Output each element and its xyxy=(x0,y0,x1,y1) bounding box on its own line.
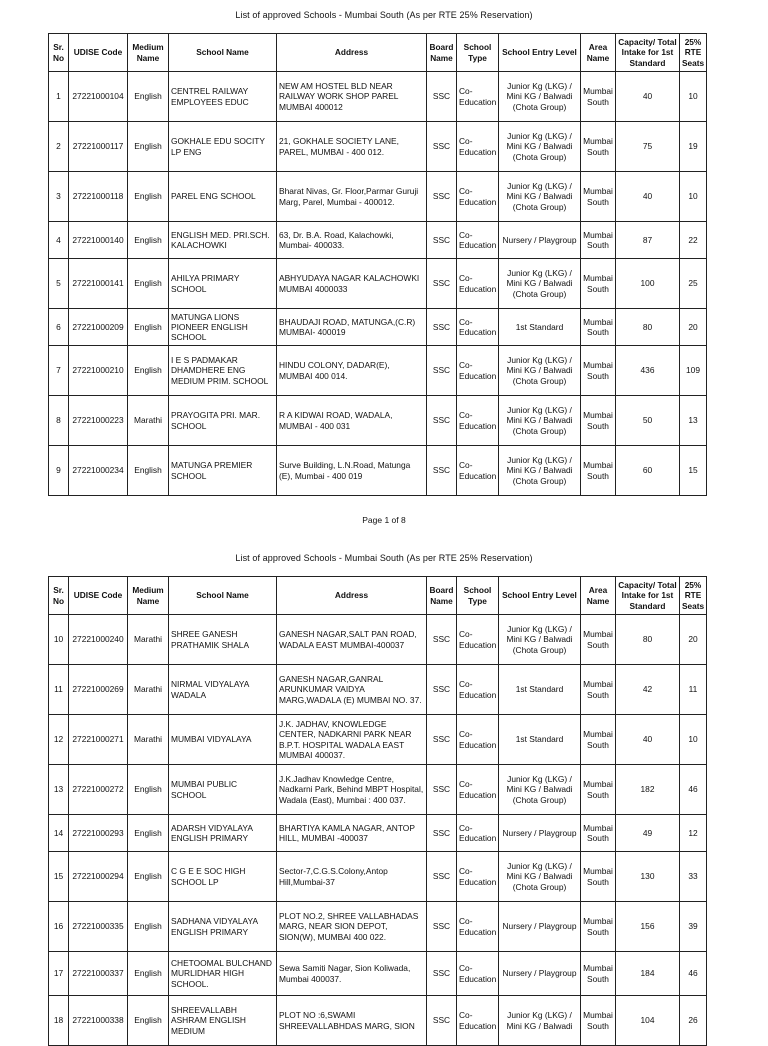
cell-school-type: Co-Education xyxy=(457,902,499,952)
cell-medium: English xyxy=(128,222,169,259)
cell-capacity: 80 xyxy=(616,615,680,665)
cell-address: 63, Dr. B.A. Road, Kalachowki, Mumbai- 400033. xyxy=(277,222,427,259)
table-row xyxy=(49,446,707,496)
cell-address: Surve Building, L.N.Road, Matunga (E), Mumbai - 400 019 xyxy=(277,446,427,496)
cell-udise: 27221000141 xyxy=(69,259,128,309)
cell-school-name: SADHANA VIDYALAYA ENGLISH PRIMARY xyxy=(169,902,277,952)
cell-board: SSC xyxy=(427,222,457,259)
cell-board: SSC xyxy=(427,346,457,396)
cell-address: Sewa Samiti Nagar, Sion Koliwada, Mumbai 400037. xyxy=(277,952,427,996)
table-row xyxy=(49,172,707,222)
cell-board: SSC xyxy=(427,259,457,309)
cell-udise: 27221000271 xyxy=(69,715,128,765)
cell-rte-seats: 19 xyxy=(680,122,707,172)
cell-school-type: Co-Education xyxy=(457,765,499,815)
cell-entry-level: 1st Standard xyxy=(499,309,581,346)
cell-school-name: MUMBAI VIDYALAYA xyxy=(169,715,277,765)
cell-medium: English xyxy=(128,122,169,172)
cell-rte-seats: 11 xyxy=(680,665,707,715)
cell-medium: English xyxy=(128,765,169,815)
cell-board: SSC xyxy=(427,446,457,496)
cell-area: Mumbai South xyxy=(581,852,616,902)
cell-area: Mumbai South xyxy=(581,902,616,952)
cell-rte-seats: 10 xyxy=(680,172,707,222)
col-header-entry-level: School Entry Level xyxy=(499,34,581,72)
cell-area: Mumbai South xyxy=(581,259,616,309)
cell-sr: 3 xyxy=(49,172,69,222)
table-row xyxy=(49,615,707,665)
cell-medium: English xyxy=(128,852,169,902)
cell-capacity: 60 xyxy=(616,446,680,496)
cell-sr: 17 xyxy=(49,952,69,996)
cell-rte-seats: 26 xyxy=(680,996,707,1046)
cell-address: HINDU COLONY, DADAR(E), MUMBAI 400 014. xyxy=(277,346,427,396)
cell-entry-level: Junior Kg (LKG) / Mini KG / Balwadi (Chota Group) xyxy=(499,172,581,222)
cell-capacity: 49 xyxy=(616,815,680,852)
cell-area: Mumbai South xyxy=(581,72,616,122)
table-row xyxy=(49,309,707,346)
cell-entry-level: Nursery / Playgroup xyxy=(499,815,581,852)
cell-medium: English xyxy=(128,815,169,852)
cell-medium: English xyxy=(128,172,169,222)
cell-entry-level: Junior Kg (LKG) / Mini KG / Balwadi (Chota Group) xyxy=(499,396,581,446)
table-row xyxy=(49,952,707,996)
cell-rte-seats: 22 xyxy=(680,222,707,259)
cell-address: BHAUDAJI ROAD, MATUNGA,(C.R) MUMBAI- 400019 xyxy=(277,309,427,346)
cell-udise: 27221000269 xyxy=(69,665,128,715)
cell-school-type: Co-Education xyxy=(457,72,499,122)
cell-sr: 5 xyxy=(49,259,69,309)
cell-entry-level: 1st Standard xyxy=(499,665,581,715)
col-header-school-type: School Type xyxy=(457,34,499,72)
cell-school-name: CHETOOMAL BULCHAND MURLIDHAR HIGH SCHOOL. xyxy=(169,952,277,996)
cell-entry-level: Nursery / Playgroup xyxy=(499,222,581,259)
cell-school-name: ENGLISH MED. PRI.SCH. KALACHOWKI xyxy=(169,222,277,259)
cell-school-name: ADARSH VIDYALAYA ENGLISH PRIMARY xyxy=(169,815,277,852)
cell-area: Mumbai South xyxy=(581,765,616,815)
cell-board: SSC xyxy=(427,715,457,765)
cell-capacity: 156 xyxy=(616,902,680,952)
table-row xyxy=(49,122,707,172)
cell-capacity: 80 xyxy=(616,309,680,346)
table-row xyxy=(49,665,707,715)
cell-school-name: AHILYA PRIMARY SCHOOL xyxy=(169,259,277,309)
cell-medium: English xyxy=(128,902,169,952)
cell-school-type: Co-Education xyxy=(457,715,499,765)
cell-capacity: 50 xyxy=(616,396,680,446)
cell-medium: Marathi xyxy=(128,715,169,765)
cell-school-type: Co-Education xyxy=(457,172,499,222)
col-header-rte-seats: 25% RTE Seats xyxy=(680,577,707,615)
cell-udise: 27221000234 xyxy=(69,446,128,496)
cell-capacity: 87 xyxy=(616,222,680,259)
cell-school-name: PRAYOGITA PRI. MAR. SCHOOL xyxy=(169,396,277,446)
cell-school-type: Co-Education xyxy=(457,996,499,1046)
cell-area: Mumbai South xyxy=(581,665,616,715)
cell-school-name: MUMBAI PUBLIC SCHOOL xyxy=(169,765,277,815)
cell-udise: 27221000104 xyxy=(69,72,128,122)
cell-sr: 16 xyxy=(49,902,69,952)
col-header-capacity: Capacity/ Total Intake for 1st Standard xyxy=(616,34,680,72)
cell-rte-seats: 39 xyxy=(680,902,707,952)
cell-udise: 27221000210 xyxy=(69,346,128,396)
cell-udise: 27221000272 xyxy=(69,765,128,815)
cell-address: J.K.Jadhav Knowledge Centre, Nadkarni Park, Behind MBPT Hospital, Wadala (East), Mumbai : 400 037. xyxy=(277,765,427,815)
cell-medium: Marathi xyxy=(128,396,169,446)
cell-sr: 8 xyxy=(49,396,69,446)
cell-capacity: 104 xyxy=(616,996,680,1046)
col-header-board: Board Name xyxy=(427,577,457,615)
cell-medium: English xyxy=(128,346,169,396)
table-row xyxy=(49,765,707,815)
col-header-address: Address xyxy=(277,34,427,72)
cell-sr: 6 xyxy=(49,309,69,346)
cell-udise: 27221000140 xyxy=(69,222,128,259)
cell-sr: 9 xyxy=(49,446,69,496)
cell-area: Mumbai South xyxy=(581,222,616,259)
cell-entry-level: Nursery / Playgroup xyxy=(499,952,581,996)
schools-table xyxy=(48,576,707,1046)
table-row xyxy=(49,72,707,122)
col-header-address: Address xyxy=(277,577,427,615)
table-header-row xyxy=(49,577,707,615)
cell-area: Mumbai South xyxy=(581,172,616,222)
col-header-school-type: School Type xyxy=(457,577,499,615)
cell-school-name: PAREL ENG SCHOOL xyxy=(169,172,277,222)
col-header-area: Area Name xyxy=(581,34,616,72)
col-header-capacity: Capacity/ Total Intake for 1st Standard xyxy=(616,577,680,615)
cell-capacity: 100 xyxy=(616,259,680,309)
cell-entry-level: Junior Kg (LKG) / Mini KG / Balwadi (Chota Group) xyxy=(499,615,581,665)
cell-board: SSC xyxy=(427,396,457,446)
cell-capacity: 40 xyxy=(616,72,680,122)
cell-school-type: Co-Education xyxy=(457,815,499,852)
col-header-medium: Medium Name xyxy=(128,577,169,615)
cell-udise: 27221000294 xyxy=(69,852,128,902)
cell-rte-seats: 20 xyxy=(680,615,707,665)
cell-entry-level: Junior Kg (LKG) / Mini KG / Balwadi (Chota Group) xyxy=(499,446,581,496)
cell-area: Mumbai South xyxy=(581,615,616,665)
page-title: List of approved Schools - Mumbai South (As per RTE 25% Reservation) xyxy=(235,553,533,563)
page-title: List of approved Schools - Mumbai South (As per RTE 25% Reservation) xyxy=(235,10,533,20)
cell-rte-seats: 25 xyxy=(680,259,707,309)
cell-udise: 27221000223 xyxy=(69,396,128,446)
cell-udise: 27221000240 xyxy=(69,615,128,665)
cell-medium: English xyxy=(128,72,169,122)
cell-sr: 4 xyxy=(49,222,69,259)
cell-school-type: Co-Education xyxy=(457,952,499,996)
table-row xyxy=(49,815,707,852)
col-header-school-name: School Name xyxy=(169,34,277,72)
cell-area: Mumbai South xyxy=(581,446,616,496)
cell-medium: Marathi xyxy=(128,665,169,715)
col-header-udise: UDISE Code xyxy=(69,577,128,615)
cell-entry-level: Junior Kg (LKG) / Mini KG / Balwadi (Chota Group) xyxy=(499,852,581,902)
cell-board: SSC xyxy=(427,665,457,715)
cell-medium: Marathi xyxy=(128,615,169,665)
cell-rte-seats: 109 xyxy=(680,346,707,396)
table-row xyxy=(49,852,707,902)
cell-school-type: Co-Education xyxy=(457,852,499,902)
cell-school-type: Co-Education xyxy=(457,122,499,172)
cell-capacity: 436 xyxy=(616,346,680,396)
cell-school-type: Co-Education xyxy=(457,665,499,715)
cell-sr: 11 xyxy=(49,665,69,715)
cell-school-type: Co-Education xyxy=(457,396,499,446)
col-header-udise: UDISE Code xyxy=(69,34,128,72)
cell-board: SSC xyxy=(427,852,457,902)
schools-table xyxy=(48,33,707,496)
cell-school-type: Co-Education xyxy=(457,346,499,396)
cell-school-name: I E S PADMAKAR DHAMDHERE ENG MEDIUM PRIM. SCHOOL xyxy=(169,346,277,396)
cell-entry-level: Junior Kg (LKG) / Mini KG / Balwadi (Chota Group) xyxy=(499,122,581,172)
cell-address: GANESH NAGAR,SALT PAN ROAD, WADALA EAST MUMBAI-400037 xyxy=(277,615,427,665)
cell-rte-seats: 46 xyxy=(680,952,707,996)
cell-school-name: CENTREL RAILWAY EMPLOYEES EDUC xyxy=(169,72,277,122)
cell-sr: 14 xyxy=(49,815,69,852)
cell-school-name: NIRMAL VIDYALAYA WADALA xyxy=(169,665,277,715)
cell-school-name: SHREEVALLABH ASHRAM ENGLISH MEDIUM xyxy=(169,996,277,1046)
cell-area: Mumbai South xyxy=(581,346,616,396)
cell-udise: 27221000337 xyxy=(69,952,128,996)
col-header-entry-level: School Entry Level xyxy=(499,577,581,615)
cell-medium: English xyxy=(128,309,169,346)
cell-sr: 2 xyxy=(49,122,69,172)
cell-sr: 13 xyxy=(49,765,69,815)
table-row xyxy=(49,396,707,446)
cell-school-name: C G E E SOC HIGH SCHOOL LP xyxy=(169,852,277,902)
cell-udise: 27221000338 xyxy=(69,996,128,1046)
cell-school-name: SHREE GANESH PRATHAMIK SHALA xyxy=(169,615,277,665)
cell-board: SSC xyxy=(427,309,457,346)
cell-entry-level: Junior Kg (LKG) / Mini KG / Balwadi (Chota Group) xyxy=(499,72,581,122)
cell-board: SSC xyxy=(427,996,457,1046)
table-row xyxy=(49,996,707,1046)
cell-board: SSC xyxy=(427,815,457,852)
col-header-area: Area Name xyxy=(581,577,616,615)
cell-udise: 27221000335 xyxy=(69,902,128,952)
cell-school-type: Co-Education xyxy=(457,259,499,309)
cell-address: BHARTIYA KAMLA NAGAR, ANTOP HILL, MUMBAI -400037 xyxy=(277,815,427,852)
page-number: Page 1 of 8 xyxy=(362,515,406,525)
cell-school-name: MATUNGA LIONS PIONEER ENGLISH SCHOOL xyxy=(169,309,277,346)
cell-address: GANESH NAGAR,GANRAL ARUNKUMAR VAIDYA MARG,WADALA (E) MUMBAI NO. 37. xyxy=(277,665,427,715)
cell-rte-seats: 13 xyxy=(680,396,707,446)
cell-medium: English xyxy=(128,446,169,496)
cell-school-name: GOKHALE EDU SOCITY LP ENG xyxy=(169,122,277,172)
cell-board: SSC xyxy=(427,952,457,996)
cell-rte-seats: 15 xyxy=(680,446,707,496)
cell-capacity: 40 xyxy=(616,172,680,222)
cell-address: J.K. JADHAV, KNOWLEDGE CENTER, NADKARNI PARK NEAR B.P.T. HOSPITAL WADALA EAST MUMBAI 400037. xyxy=(277,715,427,765)
cell-rte-seats: 12 xyxy=(680,815,707,852)
cell-sr: 1 xyxy=(49,72,69,122)
cell-capacity: 184 xyxy=(616,952,680,996)
cell-board: SSC xyxy=(427,172,457,222)
cell-school-type: Co-Education xyxy=(457,615,499,665)
col-header-medium: Medium Name xyxy=(128,34,169,72)
cell-entry-level: Nursery / Playgroup xyxy=(499,902,581,952)
cell-rte-seats: 10 xyxy=(680,72,707,122)
cell-medium: English xyxy=(128,952,169,996)
cell-area: Mumbai South xyxy=(581,715,616,765)
table-row xyxy=(49,346,707,396)
cell-sr: 12 xyxy=(49,715,69,765)
cell-sr: 10 xyxy=(49,615,69,665)
cell-entry-level: Junior Kg (LKG) / Mini KG / Balwadi (Chota Group) xyxy=(499,346,581,396)
cell-area: Mumbai South xyxy=(581,122,616,172)
col-header-sr: Sr. No xyxy=(49,577,69,615)
cell-area: Mumbai South xyxy=(581,309,616,346)
cell-board: SSC xyxy=(427,122,457,172)
cell-capacity: 42 xyxy=(616,665,680,715)
cell-address: PLOT NO :6,SWAMI SHREEVALLABHDAS MARG, SION xyxy=(277,996,427,1046)
col-header-school-name: School Name xyxy=(169,577,277,615)
cell-sr: 15 xyxy=(49,852,69,902)
cell-rte-seats: 20 xyxy=(680,309,707,346)
cell-area: Mumbai South xyxy=(581,952,616,996)
cell-school-type: Co-Education xyxy=(457,309,499,346)
cell-udise: 27221000117 xyxy=(69,122,128,172)
cell-board: SSC xyxy=(427,902,457,952)
cell-capacity: 182 xyxy=(616,765,680,815)
table-row xyxy=(49,902,707,952)
cell-address: R A KIDWAI ROAD, WADALA, MUMBAI - 400 031 xyxy=(277,396,427,446)
col-header-rte-seats: 25% RTE Seats xyxy=(680,34,707,72)
cell-address: PLOT NO.2, SHREE VALLABHADAS MARG, NEAR SION DEPOT, SION(W), MUMBAI 400 022. xyxy=(277,902,427,952)
cell-address: ABHYUDAYA NAGAR KALACHOWKI MUMBAI 4000033 xyxy=(277,259,427,309)
cell-address: NEW AM HOSTEL BLD NEAR RAILWAY WORK SHOP PAREL MUMBAI 400012 xyxy=(277,72,427,122)
cell-area: Mumbai South xyxy=(581,815,616,852)
cell-capacity: 40 xyxy=(616,715,680,765)
cell-capacity: 130 xyxy=(616,852,680,902)
cell-entry-level: Junior Kg (LKG) / Mini KG / Balwadi (Chota Group) xyxy=(499,765,581,815)
cell-udise: 27221000118 xyxy=(69,172,128,222)
col-header-board: Board Name xyxy=(427,34,457,72)
cell-school-name: MATUNGA PREMIER SCHOOL xyxy=(169,446,277,496)
cell-udise: 27221000293 xyxy=(69,815,128,852)
cell-capacity: 75 xyxy=(616,122,680,172)
cell-sr: 7 xyxy=(49,346,69,396)
cell-medium: English xyxy=(128,259,169,309)
table-row xyxy=(49,222,707,259)
cell-medium: English xyxy=(128,996,169,1046)
cell-entry-level: Junior Kg (LKG) / Mini KG / Balwadi xyxy=(499,996,581,1046)
cell-area: Mumbai South xyxy=(581,996,616,1046)
cell-address: 21, GOKHALE SOCIETY LANE, PAREL, MUMBAI - 400 012. xyxy=(277,122,427,172)
cell-entry-level: 1st Standard xyxy=(499,715,581,765)
cell-address: Bharat Nivas, Gr. Floor,Parmar Guruji Marg, Parel, Mumbai - 400012. xyxy=(277,172,427,222)
cell-school-type: Co-Education xyxy=(457,446,499,496)
table-row xyxy=(49,259,707,309)
cell-board: SSC xyxy=(427,72,457,122)
cell-board: SSC xyxy=(427,765,457,815)
cell-area: Mumbai South xyxy=(581,396,616,446)
col-header-sr: Sr. No xyxy=(49,34,69,72)
cell-rte-seats: 46 xyxy=(680,765,707,815)
cell-entry-level: Junior Kg (LKG) / Mini KG / Balwadi (Chota Group) xyxy=(499,259,581,309)
cell-rte-seats: 10 xyxy=(680,715,707,765)
cell-udise: 27221000209 xyxy=(69,309,128,346)
table-row xyxy=(49,715,707,765)
cell-sr: 18 xyxy=(49,996,69,1046)
cell-school-type: Co-Education xyxy=(457,222,499,259)
cell-rte-seats: 33 xyxy=(680,852,707,902)
cell-address: Sector-7,C.G.S.Colony,Antop Hill,Mumbai-37 xyxy=(277,852,427,902)
cell-board: SSC xyxy=(427,615,457,665)
table-header-row xyxy=(49,34,707,72)
